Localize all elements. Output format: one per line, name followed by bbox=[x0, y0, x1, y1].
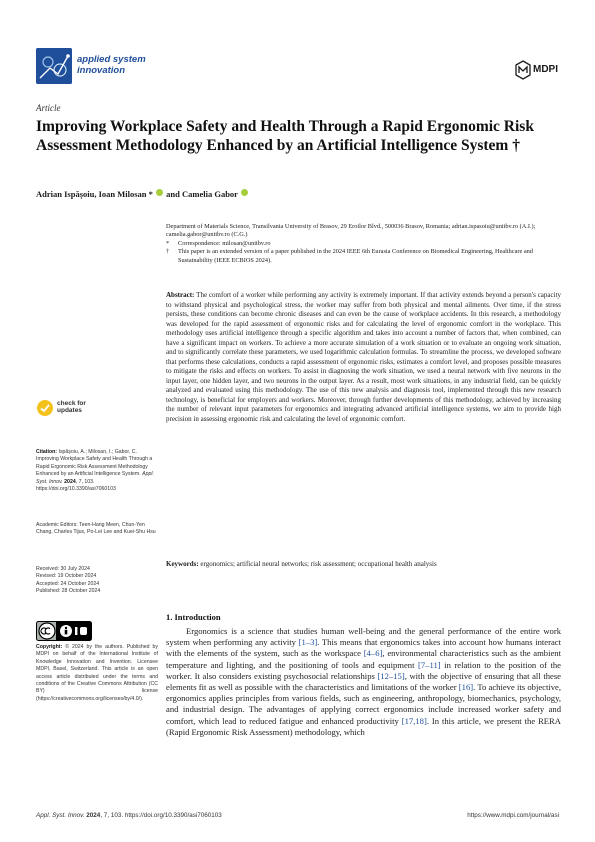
introduction-paragraph bbox=[166, 626, 561, 738]
date-revised: Revised: 19 October 2024 bbox=[36, 573, 97, 580]
keywords-text: ergonomics; artificial neural networks; risk assessment; occupational health analysis bbox=[200, 560, 437, 568]
copyright-label: Copyright: bbox=[36, 644, 63, 650]
author-list bbox=[36, 188, 556, 200]
check-updates-label bbox=[57, 401, 86, 414]
check-for-updates-button[interactable] bbox=[36, 399, 126, 417]
reference-link[interactable]: [16] bbox=[458, 682, 474, 693]
citation bbox=[36, 449, 158, 493]
publisher-name: MDPI bbox=[533, 64, 558, 75]
check-updates-line1: check for bbox=[57, 400, 86, 407]
journal-name-line2: innovation bbox=[77, 65, 126, 76]
citation-year: 2024 bbox=[64, 478, 76, 485]
footer-year: 2024 bbox=[86, 812, 101, 819]
check-updates-line2: updates bbox=[57, 406, 82, 414]
intro-text: in relation to the position of the worker. It also considers existing psychosocial relationships bbox=[166, 659, 561, 681]
footer-citation bbox=[36, 812, 222, 819]
title-footnote-mark: † bbox=[512, 137, 520, 154]
copyright-notice bbox=[36, 644, 158, 703]
citation-label: Citation: bbox=[36, 449, 58, 455]
authors-last: and Camelia Gabor bbox=[164, 189, 238, 199]
date-accepted: Accepted: 24 October 2024 bbox=[36, 580, 100, 587]
paper-title-text: Improving Workplace Safety and Health Through a Rapid Ergonomic Risk Assessment Methodology Enhanced by an Artificial Intelligence System bbox=[36, 118, 534, 154]
copyright-text: © 2024 by the authors. Published by MDPI on behalf of the International Institute of Knowledge Innovation and Invention. Licensee MDPI, Basel, Switzerland. This article is an open access article distributed under the terms and conditions of the Creative Commons Attribution (CC BY) license (https://creativecommons.org/licenses/by/4.0/). bbox=[36, 644, 158, 702]
keywords bbox=[166, 560, 561, 570]
keywords-label: Keywords: bbox=[166, 560, 199, 568]
affiliation-text: Department of Materials Science, Transilvania University of Brasov, 29 Eroilor Blvd., 500036 Brasov, Romania; adrian.ispasoiu@unitbv.ro (A.I.); camelia.gabor@unitbv.ro (C.G.) bbox=[166, 223, 536, 239]
check-updates-icon bbox=[36, 399, 54, 417]
authors-first: Adrian Ispășoiu, Ioan Milosan bbox=[36, 189, 147, 199]
cc-by-license-icon[interactable] bbox=[36, 621, 92, 641]
abstract-text: The comfort of a worker while performing any activity is extremely important. If that activity extends beyond a person's capacity to withstand physical and psychological stress, the worker may suffer from both physical and mental ailments. Over time, if the stress persists, these conditions can become chronic diseases and can even be the cause of workplace accidents. In this research, a methodology was developed for the rapid assessment of ergonomic risks and for calculating the level of ergonomic comfort in the workplace. This methodology uses artificial intelligence through a specific algorithm and takes into account a number of factors that, when combined, can have a significant impact on workers. To achieve a more accurate simulation of a work situation or to evaluate an ongoing work situation, and to significantly correlate these parameters, we used logarithmic calculation formulas. To streamline the process, we developed software that performs these calculations, conducts a rapid assessment of ergonomic risks, estimates a comfort level, and proposes possible measures to mitigate the risks and effects on workers. To assist in diagnosing the work situation, we used a neural network with five neurons in the input layer, one hidden layer, and two neurons in the output layer. As a result, most work situations, in any industrial field, can be quickly analyzed and evaluated using this methodology. The use of this new analysis and diagnosis tool, implemented through this new research technology, is beneficial for employers and workers. Moreover, through further developments of this methodology, achieved by increasing the number of relevant input parameters for ergonomics and integrating advanced artificial intelligence systems, we aim to provide high precision in assessing ergonomic risk and calculating the level of ergonomic comfort. bbox=[166, 291, 562, 423]
footer-journal-url[interactable]: https://www.mdpi.com/journal/asi bbox=[467, 812, 559, 819]
citation-doi[interactable]: , 7, 103. https://doi.org/10.3390/asi7060103 bbox=[36, 478, 116, 493]
reference-link[interactable]: [4–6] bbox=[363, 648, 383, 659]
journal-name bbox=[77, 54, 187, 76]
publisher-logo bbox=[515, 60, 559, 80]
correspondence-text: Correspondence: milosan@unitbv.ro bbox=[178, 239, 271, 247]
dagger-note-row bbox=[166, 248, 561, 265]
page-footer bbox=[36, 812, 559, 819]
intro-text: . In this article, we present the RERA (Rapid Ergonomic Risk Assessment) methodology, which bbox=[166, 715, 561, 737]
dagger-note-text: This paper is an extended version of a paper published in the 2024 IEEE 6th Eurasia Conference on Biomedical Engineering, Healthcare and Sustainability (IEEE ECBIOS 2024). bbox=[178, 248, 533, 264]
journal-name-line1: applied system bbox=[77, 54, 146, 65]
citation-text: Ispășoiu, A.; Milosan, I.; Gabor, C. Improving Workplace Safety and Health Through a Rapid Ergonomic Risk Assessment Methodology Enhanced by an Artificial Intelligence System. bbox=[36, 449, 153, 478]
abstract-label: Abstract: bbox=[166, 291, 195, 299]
intro-text: , with the objective of ensuring that all these elements fit as well as possible with the characteristics and limitations of the worker bbox=[166, 670, 561, 693]
dagger-mark: † bbox=[166, 248, 170, 256]
intro-text: . To achieve its objective, ergonomics applies principles from various fields, such as engineering, anthropology, biomechanics, psychology, and industrial design. The advantages of applying correct ergonomics include increased worker safety and comfort, which lead to reduced fatigue and enhanced productivity bbox=[166, 682, 561, 726]
paper-title bbox=[36, 117, 556, 155]
intro-text: , environmental characteristics such as the ambient temperature and lighting, and the positioning of tools and equipment bbox=[166, 648, 561, 670]
intro-text: Ergonomics is a science that studies human well-being and the general performance of the entire work system when performing any activity bbox=[166, 626, 561, 648]
reference-link[interactable]: [17,18] bbox=[401, 715, 427, 726]
correspondence-mark: * bbox=[166, 239, 170, 247]
academic-editors: Academic Editors: Teen-Hang Meen, Chun-Yen Chang, Charles Tijus, Po-Lei Lee and Kuei-Shu Hsu bbox=[36, 522, 156, 536]
footer-journal: Appl. Syst. Innov. bbox=[36, 812, 85, 819]
corresponding-mark: * bbox=[146, 189, 153, 199]
date-published: Published: 28 October 2024 bbox=[36, 588, 101, 595]
affiliations bbox=[166, 223, 561, 265]
affiliation-row bbox=[166, 223, 561, 240]
publication-dates bbox=[36, 566, 158, 596]
orcid-icon[interactable] bbox=[241, 189, 248, 196]
reference-link[interactable]: [12–15] bbox=[377, 670, 405, 681]
intro-text: . This means that ergonomics takes into account how humans interact with the elements of the system, such as the workspace bbox=[166, 637, 561, 659]
reference-link[interactable]: [1–3] bbox=[298, 637, 318, 648]
citation-journal: Appl. Syst. Innov. bbox=[36, 471, 154, 485]
orcid-icon[interactable] bbox=[156, 189, 163, 196]
abstract bbox=[166, 291, 561, 424]
section-heading-introduction: 1. Introduction bbox=[166, 612, 221, 622]
article-type: Article bbox=[36, 103, 61, 113]
footer-doi[interactable]: , 7, 103. https://doi.org/10.3390/asi7060103 bbox=[100, 812, 222, 819]
correspondence-row bbox=[166, 240, 561, 248]
date-received: Received: 30 July 2024 bbox=[36, 566, 90, 572]
journal-logo-icon bbox=[36, 48, 72, 84]
reference-link[interactable]: [7–11] bbox=[418, 659, 441, 670]
